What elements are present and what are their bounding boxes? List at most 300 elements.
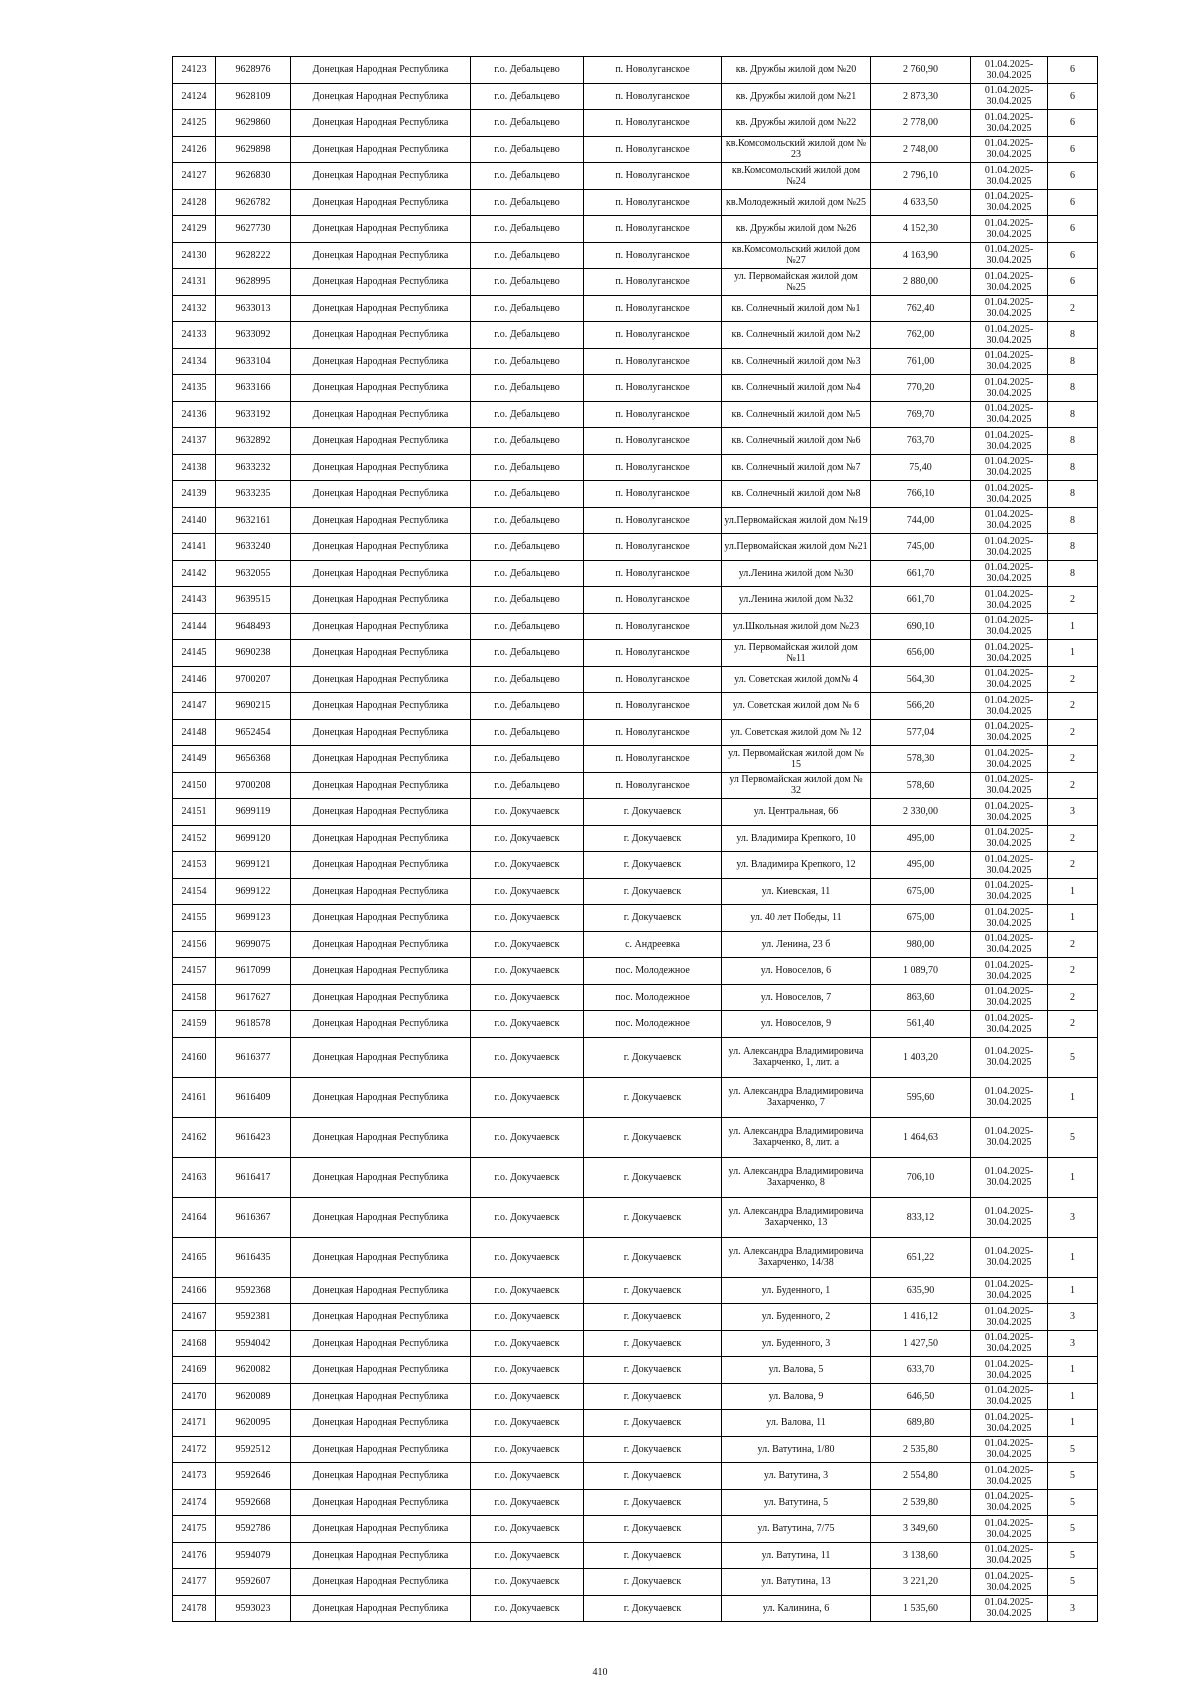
cell-count: 2 <box>1048 772 1098 799</box>
cell-municipality: г.о. Докучаевск <box>471 825 584 852</box>
table-row <box>173 1011 1098 1038</box>
cell-settlement: г. Докучаевск <box>584 878 722 905</box>
cell-period: 01.04.2025-30.04.2025 <box>971 825 1048 852</box>
cell-address: кв. Дружбы жилой дом №21 <box>722 83 871 110</box>
cell-row-number: 24129 <box>173 216 216 243</box>
cell-area: 770,20 <box>871 375 971 402</box>
cell-region: Донецкая Народная Республика <box>291 640 471 667</box>
cell-settlement: с. Андреевка <box>584 931 722 958</box>
cell-area: 1 535,60 <box>871 1595 971 1622</box>
cell-region: Донецкая Народная Республика <box>291 454 471 481</box>
cell-count: 6 <box>1048 163 1098 190</box>
cell-region: Донецкая Народная Республика <box>291 269 471 296</box>
cell-count: 2 <box>1048 746 1098 773</box>
cell-cadastral-id: 9633232 <box>216 454 291 481</box>
cell-cadastral-id: 9699121 <box>216 852 291 879</box>
cell-address: ул. Советская жилой дом№ 4 <box>722 666 871 693</box>
cell-municipality: г.о. Докучаевск <box>471 931 584 958</box>
cell-cadastral-id: 9632892 <box>216 428 291 455</box>
cell-settlement: п. Новолуганское <box>584 666 722 693</box>
cell-address: ул. Ватутина, 11 <box>722 1542 871 1569</box>
cell-row-number: 24126 <box>173 136 216 163</box>
table-row <box>173 931 1098 958</box>
cell-address: ул. Александра Владимировича Захарченко, 13 <box>722 1197 871 1237</box>
cell-area: 675,00 <box>871 878 971 905</box>
cell-row-number: 24165 <box>173 1237 216 1277</box>
cell-period: 01.04.2025-30.04.2025 <box>971 189 1048 216</box>
cell-row-number: 24145 <box>173 640 216 667</box>
cell-count: 6 <box>1048 83 1098 110</box>
cell-count: 5 <box>1048 1436 1098 1463</box>
cell-area: 633,70 <box>871 1357 971 1384</box>
cell-municipality: г.о. Дебальцево <box>471 83 584 110</box>
cell-region: Донецкая Народная Республика <box>291 852 471 879</box>
cell-area: 561,40 <box>871 1011 971 1038</box>
table-row <box>173 640 1098 667</box>
cell-settlement: г. Докучаевск <box>584 1542 722 1569</box>
cell-cadastral-id: 9633235 <box>216 481 291 508</box>
cell-settlement: г. Докучаевск <box>584 852 722 879</box>
cell-region: Донецкая Народная Республика <box>291 1410 471 1437</box>
cell-period: 01.04.2025-30.04.2025 <box>971 1117 1048 1157</box>
cell-area: 75,40 <box>871 454 971 481</box>
cell-settlement: п. Новолуганское <box>584 746 722 773</box>
cell-region: Донецкая Народная Республика <box>291 1463 471 1490</box>
cell-area: 1 089,70 <box>871 958 971 985</box>
cell-cadastral-id: 9633092 <box>216 322 291 349</box>
cell-count: 3 <box>1048 1330 1098 1357</box>
cell-cadastral-id: 9592381 <box>216 1304 291 1331</box>
cell-count: 8 <box>1048 454 1098 481</box>
cell-settlement: п. Новолуганское <box>584 428 722 455</box>
cell-settlement: г. Докучаевск <box>584 1463 722 1490</box>
cell-count: 1 <box>1048 1277 1098 1304</box>
cell-address: ул. Первомайская жилой дом №11 <box>722 640 871 667</box>
cell-municipality: г.о. Дебальцево <box>471 772 584 799</box>
cell-settlement: г. Докучаевск <box>584 1569 722 1596</box>
table-row <box>173 1463 1098 1490</box>
cell-region: Донецкая Народная Республика <box>291 825 471 852</box>
cell-region: Донецкая Народная Республика <box>291 1197 471 1237</box>
cell-area: 706,10 <box>871 1157 971 1197</box>
cell-settlement: п. Новолуганское <box>584 640 722 667</box>
cell-cadastral-id: 9620082 <box>216 1357 291 1384</box>
cell-period: 01.04.2025-30.04.2025 <box>971 1463 1048 1490</box>
cell-cadastral-id: 9593023 <box>216 1595 291 1622</box>
cell-settlement: п. Новолуганское <box>584 772 722 799</box>
cell-cadastral-id: 9690238 <box>216 640 291 667</box>
cell-period: 01.04.2025-30.04.2025 <box>971 269 1048 296</box>
cell-address: ул. Александра Владимировича Захарченко, 8, лит. а <box>722 1117 871 1157</box>
cell-count: 6 <box>1048 216 1098 243</box>
cell-region: Донецкая Народная Республика <box>291 1357 471 1384</box>
cell-cadastral-id: 9616377 <box>216 1037 291 1077</box>
cell-count: 3 <box>1048 1197 1098 1237</box>
cell-period: 01.04.2025-30.04.2025 <box>971 1595 1048 1622</box>
cell-municipality: г.о. Докучаевск <box>471 1304 584 1331</box>
cell-cadastral-id: 9616417 <box>216 1157 291 1197</box>
cell-municipality: г.о. Докучаевск <box>471 1117 584 1157</box>
cell-period: 01.04.2025-30.04.2025 <box>971 799 1048 826</box>
cell-address: ул.Ленина жилой дом №32 <box>722 587 871 614</box>
cell-area: 1 403,20 <box>871 1037 971 1077</box>
cell-period: 01.04.2025-30.04.2025 <box>971 1489 1048 1516</box>
cell-municipality: г.о. Докучаевск <box>471 1037 584 1077</box>
cell-count: 2 <box>1048 719 1098 746</box>
cell-cadastral-id: 9633240 <box>216 534 291 561</box>
cell-area: 2 873,30 <box>871 83 971 110</box>
cell-area: 2 760,90 <box>871 57 971 84</box>
cell-area: 2 748,00 <box>871 136 971 163</box>
cell-count: 1 <box>1048 878 1098 905</box>
cell-address: кв. Солнечный жилой дом №8 <box>722 481 871 508</box>
cell-count: 1 <box>1048 1237 1098 1277</box>
cell-region: Донецкая Народная Республика <box>291 560 471 587</box>
cell-count: 6 <box>1048 242 1098 269</box>
table-row <box>173 1077 1098 1117</box>
cell-address: ул. Александра Владимировича Захарченко, 1, лит. а <box>722 1037 871 1077</box>
cell-cadastral-id: 9592668 <box>216 1489 291 1516</box>
cell-region: Донецкая Народная Республика <box>291 799 471 826</box>
cell-address: ул. Валова, 9 <box>722 1383 871 1410</box>
table-row <box>173 295 1098 322</box>
cell-period: 01.04.2025-30.04.2025 <box>971 1383 1048 1410</box>
cell-period: 01.04.2025-30.04.2025 <box>971 640 1048 667</box>
cell-area: 635,90 <box>871 1277 971 1304</box>
cell-region: Донецкая Народная Республика <box>291 348 471 375</box>
cell-area: 2 796,10 <box>871 163 971 190</box>
cell-count: 1 <box>1048 640 1098 667</box>
cell-period: 01.04.2025-30.04.2025 <box>971 1410 1048 1437</box>
cell-period: 01.04.2025-30.04.2025 <box>971 693 1048 720</box>
table-row <box>173 428 1098 455</box>
cell-row-number: 24130 <box>173 242 216 269</box>
cell-cadastral-id: 9699120 <box>216 825 291 852</box>
cell-settlement: п. Новолуганское <box>584 216 722 243</box>
cell-row-number: 24173 <box>173 1463 216 1490</box>
cell-cadastral-id: 9620089 <box>216 1383 291 1410</box>
cell-settlement: п. Новолуганское <box>584 163 722 190</box>
cell-cadastral-id: 9699123 <box>216 905 291 932</box>
cell-address: кв. Дружбы жилой дом №26 <box>722 216 871 243</box>
cell-region: Донецкая Народная Республика <box>291 189 471 216</box>
cell-area: 762,40 <box>871 295 971 322</box>
cell-settlement: п. Новолуганское <box>584 375 722 402</box>
cell-area: 833,12 <box>871 1197 971 1237</box>
cell-region: Донецкая Народная Республика <box>291 1157 471 1197</box>
cell-municipality: г.о. Докучаевск <box>471 1197 584 1237</box>
cell-region: Донецкая Народная Республика <box>291 1037 471 1077</box>
cell-address: ул. Новоселов, 9 <box>722 1011 871 1038</box>
cell-address: кв. Дружбы жилой дом №22 <box>722 110 871 137</box>
cell-settlement: пос. Молодежное <box>584 958 722 985</box>
cell-municipality: г.о. Докучаевск <box>471 1542 584 1569</box>
cell-municipality: г.о. Дебальцево <box>471 295 584 322</box>
cell-municipality: г.о. Дебальцево <box>471 507 584 534</box>
cell-cadastral-id: 9699122 <box>216 878 291 905</box>
cell-region: Донецкая Народная Республика <box>291 242 471 269</box>
cell-period: 01.04.2025-30.04.2025 <box>971 110 1048 137</box>
cell-cadastral-id: 9620095 <box>216 1410 291 1437</box>
cell-period: 01.04.2025-30.04.2025 <box>971 905 1048 932</box>
cell-area: 2 330,00 <box>871 799 971 826</box>
cell-cadastral-id: 9648493 <box>216 613 291 640</box>
cell-region: Донецкая Народная Республика <box>291 587 471 614</box>
cell-address: ул. Валова, 11 <box>722 1410 871 1437</box>
cell-row-number: 24123 <box>173 57 216 84</box>
cell-row-number: 24132 <box>173 295 216 322</box>
cell-row-number: 24170 <box>173 1383 216 1410</box>
cell-period: 01.04.2025-30.04.2025 <box>971 57 1048 84</box>
cell-region: Донецкая Народная Республика <box>291 375 471 402</box>
table-row <box>173 1037 1098 1077</box>
cell-settlement: пос. Молодежное <box>584 984 722 1011</box>
cell-period: 01.04.2025-30.04.2025 <box>971 375 1048 402</box>
table-row <box>173 852 1098 879</box>
cell-municipality: г.о. Докучаевск <box>471 1357 584 1384</box>
cell-period: 01.04.2025-30.04.2025 <box>971 984 1048 1011</box>
cell-cadastral-id: 9592512 <box>216 1436 291 1463</box>
cell-area: 578,30 <box>871 746 971 773</box>
cell-address: ул. Александра Владимировича Захарченко, 14/38 <box>722 1237 871 1277</box>
table-row <box>173 1569 1098 1596</box>
cell-municipality: г.о. Докучаевск <box>471 1569 584 1596</box>
cell-area: 3 138,60 <box>871 1542 971 1569</box>
cell-period: 01.04.2025-30.04.2025 <box>971 507 1048 534</box>
cell-row-number: 24138 <box>173 454 216 481</box>
cell-address: ул. Буденного, 3 <box>722 1330 871 1357</box>
cell-settlement: г. Докучаевск <box>584 1117 722 1157</box>
cell-cadastral-id: 9617627 <box>216 984 291 1011</box>
cell-settlement: п. Новолуганское <box>584 481 722 508</box>
cell-period: 01.04.2025-30.04.2025 <box>971 216 1048 243</box>
cell-cadastral-id: 9633013 <box>216 295 291 322</box>
cell-row-number: 24156 <box>173 931 216 958</box>
cell-cadastral-id: 9690215 <box>216 693 291 720</box>
cell-count: 2 <box>1048 1011 1098 1038</box>
cell-cadastral-id: 9629898 <box>216 136 291 163</box>
table-row <box>173 1197 1098 1237</box>
cell-region: Донецкая Народная Республика <box>291 83 471 110</box>
cell-municipality: г.о. Дебальцево <box>471 587 584 614</box>
cell-address: кв. Солнечный жилой дом №1 <box>722 295 871 322</box>
cell-row-number: 24169 <box>173 1357 216 1384</box>
cell-area: 656,00 <box>871 640 971 667</box>
cell-count: 1 <box>1048 1383 1098 1410</box>
table-row <box>173 719 1098 746</box>
cell-settlement: г. Докучаевск <box>584 1489 722 1516</box>
cell-municipality: г.о. Докучаевск <box>471 1011 584 1038</box>
cell-count: 1 <box>1048 1157 1098 1197</box>
table-row <box>173 1277 1098 1304</box>
cell-count: 1 <box>1048 905 1098 932</box>
cell-municipality: г.о. Дебальцево <box>471 322 584 349</box>
cell-settlement: г. Докучаевск <box>584 1077 722 1117</box>
cell-municipality: г.о. Дебальцево <box>471 454 584 481</box>
cell-municipality: г.о. Докучаевск <box>471 1277 584 1304</box>
cell-cadastral-id: 9632055 <box>216 560 291 587</box>
cell-address: ул. Советская жилой дом № 6 <box>722 693 871 720</box>
cell-region: Донецкая Народная Республика <box>291 1383 471 1410</box>
cell-settlement: г. Докучаевск <box>584 1037 722 1077</box>
cell-address: ул. Александра Владимировича Захарченко, 8 <box>722 1157 871 1197</box>
cell-settlement: п. Новолуганское <box>584 401 722 428</box>
cell-municipality: г.о. Докучаевск <box>471 1516 584 1543</box>
cell-region: Донецкая Народная Республика <box>291 136 471 163</box>
cell-count: 2 <box>1048 587 1098 614</box>
cell-settlement: п. Новолуганское <box>584 322 722 349</box>
cell-count: 1 <box>1048 1410 1098 1437</box>
cell-municipality: г.о. Докучаевск <box>471 958 584 985</box>
cell-region: Донецкая Народная Республика <box>291 507 471 534</box>
cell-settlement: г. Докучаевск <box>584 1383 722 1410</box>
cell-row-number: 24127 <box>173 163 216 190</box>
table-row <box>173 666 1098 693</box>
cell-address: ул.Первомайская жилой дом №19 <box>722 507 871 534</box>
cell-cadastral-id: 9656368 <box>216 746 291 773</box>
table-row <box>173 958 1098 985</box>
cell-settlement: п. Новолуганское <box>584 560 722 587</box>
cell-address: ул. Ватутина, 1/80 <box>722 1436 871 1463</box>
cell-area: 577,04 <box>871 719 971 746</box>
cell-row-number: 24172 <box>173 1436 216 1463</box>
cell-cadastral-id: 9592786 <box>216 1516 291 1543</box>
cell-count: 2 <box>1048 666 1098 693</box>
cell-region: Донецкая Народная Республика <box>291 1542 471 1569</box>
cell-cadastral-id: 9592646 <box>216 1463 291 1490</box>
cell-settlement: г. Докучаевск <box>584 799 722 826</box>
cell-settlement: г. Докучаевск <box>584 1157 722 1197</box>
table-row <box>173 242 1098 269</box>
cell-row-number: 24155 <box>173 905 216 932</box>
cell-count: 2 <box>1048 852 1098 879</box>
cell-row-number: 24176 <box>173 1542 216 1569</box>
cell-count: 5 <box>1048 1516 1098 1543</box>
cell-period: 01.04.2025-30.04.2025 <box>971 136 1048 163</box>
cell-settlement: п. Новолуганское <box>584 587 722 614</box>
cell-settlement: г. Докучаевск <box>584 905 722 932</box>
table-row <box>173 878 1098 905</box>
cell-address: ул. Владимира Крепкого, 12 <box>722 852 871 879</box>
cell-count: 8 <box>1048 322 1098 349</box>
cell-count: 2 <box>1048 984 1098 1011</box>
cell-cadastral-id: 9628222 <box>216 242 291 269</box>
cell-region: Донецкая Народная Республика <box>291 905 471 932</box>
cell-region: Донецкая Народная Республика <box>291 401 471 428</box>
cell-cadastral-id: 9699119 <box>216 799 291 826</box>
cell-region: Донецкая Народная Республика <box>291 878 471 905</box>
cell-region: Донецкая Народная Республика <box>291 1595 471 1622</box>
cell-row-number: 24136 <box>173 401 216 428</box>
cell-address: кв. Солнечный жилой дом №2 <box>722 322 871 349</box>
cell-row-number: 24135 <box>173 375 216 402</box>
cell-count: 5 <box>1048 1569 1098 1596</box>
cell-period: 01.04.2025-30.04.2025 <box>971 428 1048 455</box>
cell-region: Донецкая Народная Республика <box>291 163 471 190</box>
cell-period: 01.04.2025-30.04.2025 <box>971 560 1048 587</box>
cell-municipality: г.о. Дебальцево <box>471 746 584 773</box>
cell-cadastral-id: 9699075 <box>216 931 291 958</box>
cell-period: 01.04.2025-30.04.2025 <box>971 1436 1048 1463</box>
cell-region: Донецкая Народная Республика <box>291 719 471 746</box>
cell-settlement: г. Докучаевск <box>584 1595 722 1622</box>
cell-count: 5 <box>1048 1117 1098 1157</box>
cell-row-number: 24163 <box>173 1157 216 1197</box>
cell-address: кв. Солнечный жилой дом №4 <box>722 375 871 402</box>
cell-municipality: г.о. Докучаевск <box>471 1077 584 1117</box>
table-row <box>173 401 1098 428</box>
cell-area: 2 554,80 <box>871 1463 971 1490</box>
cell-area: 661,70 <box>871 587 971 614</box>
cell-cadastral-id: 9626782 <box>216 189 291 216</box>
cell-cadastral-id: 9617099 <box>216 958 291 985</box>
cell-period: 01.04.2025-30.04.2025 <box>971 958 1048 985</box>
cell-count: 1 <box>1048 613 1098 640</box>
cell-count: 6 <box>1048 189 1098 216</box>
cell-settlement: г. Докучаевск <box>584 1197 722 1237</box>
cell-municipality: г.о. Дебальцево <box>471 163 584 190</box>
cell-area: 566,20 <box>871 693 971 720</box>
cell-settlement: п. Новолуганское <box>584 295 722 322</box>
cell-municipality: г.о. Докучаевск <box>471 852 584 879</box>
cell-area: 651,22 <box>871 1237 971 1277</box>
cell-address: ул. Александра Владимировича Захарченко, 7 <box>722 1077 871 1117</box>
cell-region: Донецкая Народная Республика <box>291 1489 471 1516</box>
cell-period: 01.04.2025-30.04.2025 <box>971 1357 1048 1384</box>
cell-area: 4 163,90 <box>871 242 971 269</box>
cell-row-number: 24133 <box>173 322 216 349</box>
cell-row-number: 24162 <box>173 1117 216 1157</box>
cell-count: 3 <box>1048 799 1098 826</box>
cell-period: 01.04.2025-30.04.2025 <box>971 348 1048 375</box>
cell-row-number: 24134 <box>173 348 216 375</box>
cell-period: 01.04.2025-30.04.2025 <box>971 587 1048 614</box>
cell-row-number: 24144 <box>173 613 216 640</box>
cell-region: Донецкая Народная Республика <box>291 613 471 640</box>
cell-cadastral-id: 9626830 <box>216 163 291 190</box>
cell-municipality: г.о. Докучаевск <box>471 1410 584 1437</box>
cell-cadastral-id: 9616409 <box>216 1077 291 1117</box>
table-row <box>173 1595 1098 1622</box>
cell-area: 690,10 <box>871 613 971 640</box>
cell-area: 761,00 <box>871 348 971 375</box>
cell-municipality: г.о. Докучаевск <box>471 984 584 1011</box>
cell-region: Донецкая Народная Республика <box>291 428 471 455</box>
table-row <box>173 1304 1098 1331</box>
cell-count: 8 <box>1048 401 1098 428</box>
table-row <box>173 1330 1098 1357</box>
cell-row-number: 24125 <box>173 110 216 137</box>
cell-address: кв.Комсомольский жилой дом № 23 <box>722 136 871 163</box>
cell-row-number: 24161 <box>173 1077 216 1117</box>
cell-row-number: 24178 <box>173 1595 216 1622</box>
cell-settlement: п. Новолуганское <box>584 110 722 137</box>
cell-address: ул.Первомайская жилой дом №21 <box>722 534 871 561</box>
cell-municipality: г.о. Дебальцево <box>471 189 584 216</box>
table-row <box>173 1489 1098 1516</box>
cell-region: Донецкая Народная Республика <box>291 110 471 137</box>
cell-settlement: г. Докучаевск <box>584 825 722 852</box>
cell-municipality: г.о. Дебальцево <box>471 666 584 693</box>
cell-area: 1 416,12 <box>871 1304 971 1331</box>
cell-period: 01.04.2025-30.04.2025 <box>971 1011 1048 1038</box>
cell-row-number: 24142 <box>173 560 216 587</box>
cell-address: ул. Новоселов, 6 <box>722 958 871 985</box>
cell-region: Донецкая Народная Республика <box>291 958 471 985</box>
cell-row-number: 24124 <box>173 83 216 110</box>
cell-row-number: 24154 <box>173 878 216 905</box>
table-row <box>173 1436 1098 1463</box>
